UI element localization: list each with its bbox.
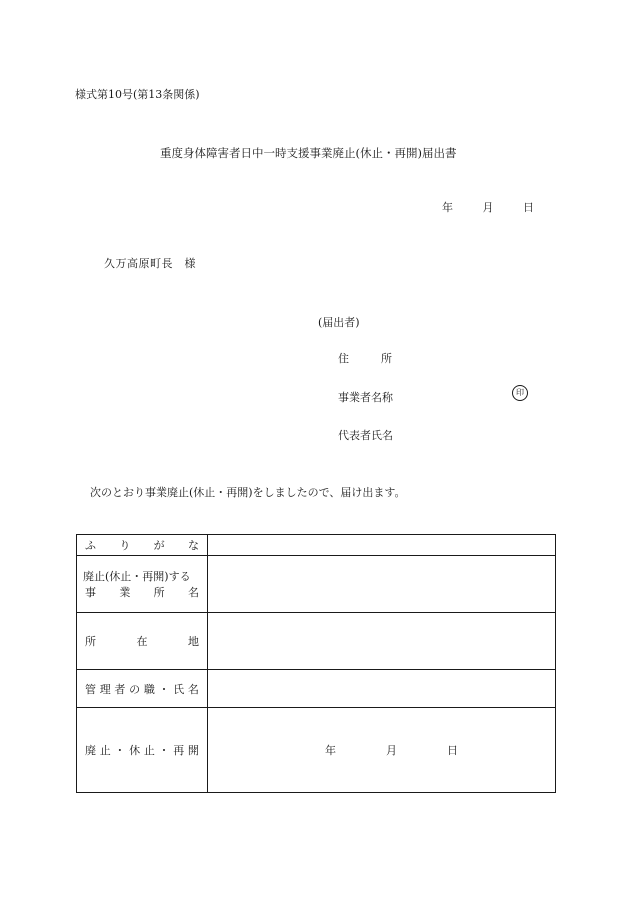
office-name-char: 事 [85,586,96,599]
manager-char: 名 [187,682,199,696]
furigana-char: ふ [85,539,96,552]
furigana-field[interactable] [208,535,556,556]
seal-mark: 印 [512,385,528,401]
location-char: 所 [85,635,96,648]
date-year-label: 年 [442,201,453,214]
address-label-char-2: 所 [381,352,392,365]
status-date-field[interactable] [208,708,556,793]
manager-char: の [129,682,141,696]
status-char: 廃 [85,744,96,757]
manager-char: 管 [85,682,96,696]
office-name-char: 業 [119,586,131,599]
notifier-heading: (届出者) [318,316,360,329]
status-char: 止 [99,744,111,757]
manager-label [77,670,208,708]
office-name-field[interactable] [208,556,556,613]
furigana-label [77,535,208,556]
manager-char: 氏 [173,682,185,696]
status-char: 休 [129,744,141,757]
location-char: 在 [136,635,148,648]
office-name-char: 名 [187,586,199,599]
furigana-char: な [187,539,199,552]
office-name-char: 所 [153,586,165,599]
table-row-office-name [77,556,556,613]
document-title: 重度身体障害者日中一時支援事業廃止(休止・再開)届出書 [160,146,457,160]
manager-char: 者 [114,682,126,696]
location-field[interactable] [208,613,556,670]
table-row-status-date [77,708,556,793]
manager-char: ・ [158,682,170,696]
date-month-label: 月 [482,201,494,214]
representative-label: 代表者氏名 [338,429,393,442]
business-name-label: 事業者名称 [338,391,393,404]
manager-char: 職 [143,682,155,696]
status-char: ・ [158,744,170,757]
table-row-manager [77,670,556,708]
table-row-location [77,613,556,670]
status-label [77,708,208,793]
manager-field[interactable] [208,670,556,708]
office-name-label [77,556,208,613]
addressee: 久万高原町長 様 [104,257,196,270]
status-date-year: 年 [325,744,336,757]
address-label [338,350,392,366]
status-date-month: 月 [386,744,397,757]
status-char: 止 [143,744,155,757]
furigana-char: が [153,539,165,552]
location-label [77,613,208,670]
statement-text: 次のとおり事業廃止(休止・再開)をしましたので、届け出ます。 [90,486,406,499]
office-name-label-line1: 廃止(休止・再開)する [83,570,191,583]
location-char: 地 [188,635,199,648]
status-char: 再 [173,744,185,757]
furigana-char: り [119,539,131,552]
table-row-furigana [77,535,556,556]
submission-date [442,199,534,215]
status-date-day: 日 [447,744,458,757]
address-label-char-1: 住 [338,352,349,365]
form-number: 様式第10号(第13条関係) [75,88,200,101]
status-char: ・ [114,744,126,757]
manager-char: 理 [99,682,111,696]
notification-table [76,534,556,793]
status-char: 開 [187,744,199,757]
date-day-label: 日 [523,201,534,214]
